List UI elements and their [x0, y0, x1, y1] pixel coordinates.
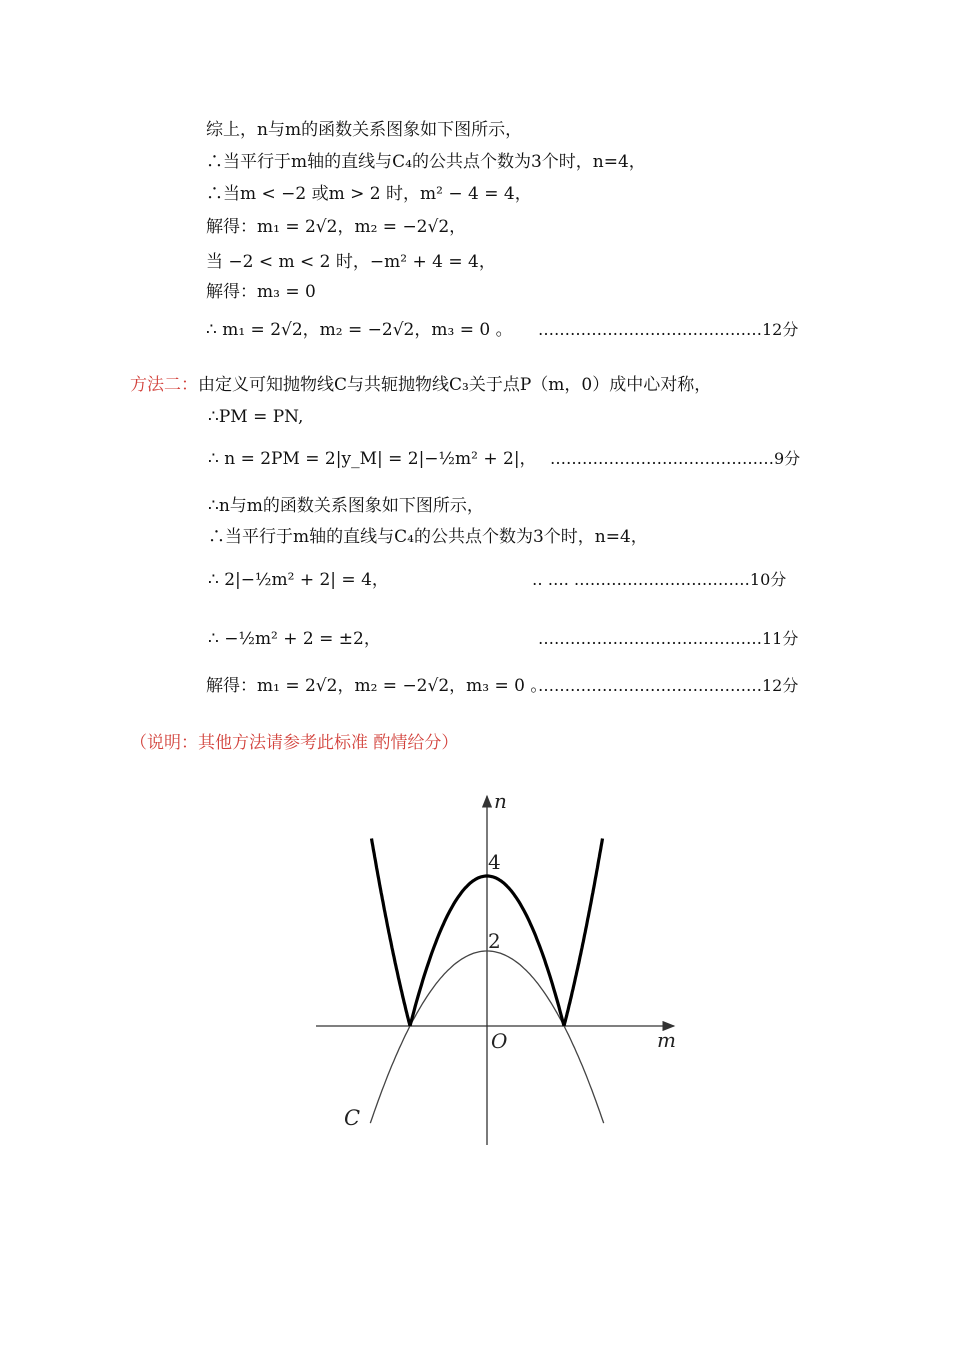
- m1-line3: ∴当m < −2 或m > 2 时，m² − 4 = 4，: [206, 184, 532, 204]
- m2-line8: 解得：m₁ = 2√2，m₂ = −2√2，m₃ = 0 。: [206, 676, 548, 696]
- m1-intro: 综上，n与m的函数关系图象如下图所示，: [206, 120, 523, 140]
- m2-line6: ∴ 2|−½m² + 2| = 4，: [208, 570, 389, 590]
- m1-line7: ∴ m₁ = 2√2，m₂ = −2√2，m₃ = 0 。: [206, 320, 513, 340]
- m2-line1: 方法二：由定义可知抛物线C与共轭抛物线C₃关于点P（m，0）成中心对称，: [130, 375, 712, 395]
- tick-label-4: 4: [488, 850, 501, 874]
- m2-line4: ∴n与m的函数关系图象如下图所示，: [208, 496, 484, 516]
- curve-c: [370, 951, 603, 1123]
- origin-label: O: [491, 1029, 508, 1053]
- m2-line7: ∴ −½m² + 2 = ±2，: [208, 629, 381, 649]
- axis-n-label: n: [494, 789, 507, 813]
- curve-c4-right-branch: [564, 839, 603, 1027]
- m2-score-9: ……………………………………9分: [550, 449, 801, 468]
- m2-line2: ∴PM = PN,: [208, 407, 304, 427]
- m2-score-10: ‥ …. ……………………………10分: [532, 570, 787, 589]
- m1-line6: 解得：m₃ = 0: [206, 282, 316, 302]
- curve-c4-left-branch: [372, 839, 411, 1027]
- curve-c4-middle-arch: [410, 876, 564, 1026]
- m2-line3: ∴ n = 2PM = 2|y_M| = 2|−½m² + 2|，: [208, 449, 537, 469]
- m2-score-11: ……………………………………11分: [538, 629, 799, 648]
- grading-note: （说明：其他方法请参考此标准 酌情给分）: [130, 733, 459, 753]
- axis-m-label: m: [657, 1028, 676, 1052]
- m1-line5: 当 −2 < m < 2 时，−m² + 4 = 4，: [206, 252, 496, 272]
- method2-label: 方法二：: [130, 375, 198, 395]
- m1-line4: 解得：m₁ = 2√2，m₂ = −2√2，: [206, 217, 467, 237]
- curve-c-label: C: [344, 1106, 361, 1130]
- tick-label-2: 2: [488, 929, 501, 953]
- m2-score-12: ……………………………………12分: [538, 676, 799, 695]
- m1-score-12: ……………………………………12分: [538, 320, 799, 339]
- m2-line5: ∴当平行于m轴的直线与C₄的公共点个数为3个时，n=4，: [208, 527, 648, 547]
- m1-line2: ∴当平行于m轴的直线与C₄的公共点个数为3个时，n=4，: [206, 152, 646, 172]
